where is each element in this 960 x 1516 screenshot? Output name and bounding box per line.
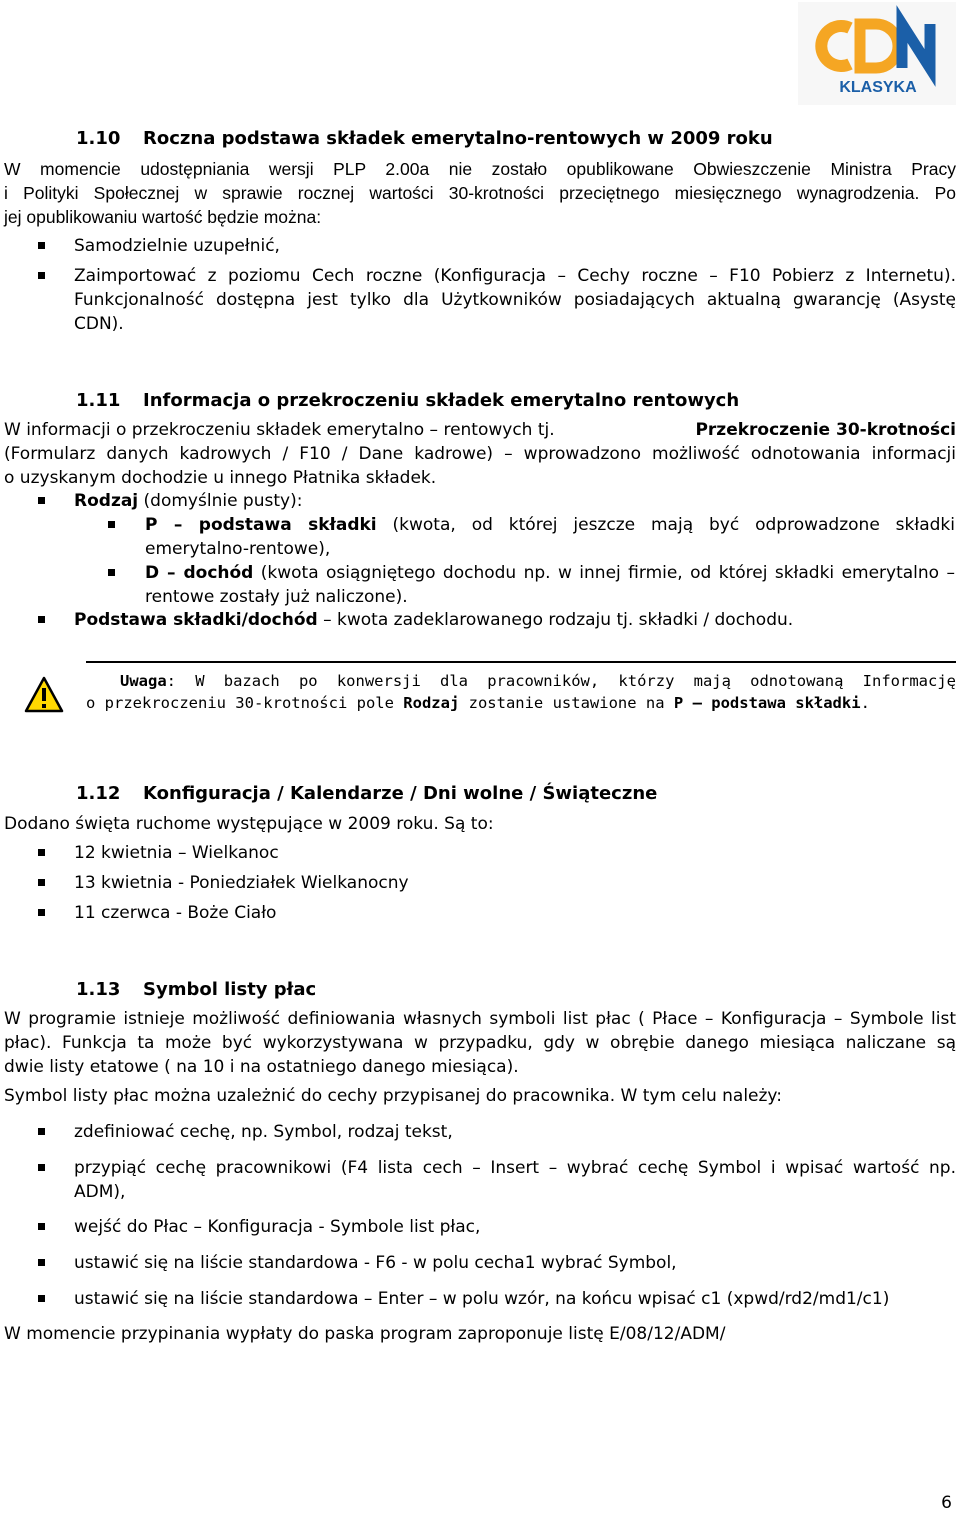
text: o przekroczeniu 30-krotności pole <box>86 694 404 712</box>
section-title: Roczna podstawa składek emerytalno-rentowych w 2009 roku <box>143 128 773 149</box>
section-heading-1-11 <box>76 390 739 411</box>
text: (kwota osiągniętego dochodu np. w innej firmie, od której składki emerytalno – <box>253 563 955 583</box>
text: . <box>860 694 870 712</box>
section-number: 1.11 <box>76 390 121 411</box>
list-item: 12 kwietnia – Wielkanoc <box>74 843 279 863</box>
list-item: rentowe zostały już naliczone). <box>145 587 408 607</box>
section-heading-1-10 <box>76 128 773 149</box>
svg-text:KLASYKA: KLASYKA <box>839 79 917 96</box>
paragraph-line: W momencie przypinania wypłaty do paska program zaproponuje listę E/08/12/ADM/ <box>4 1324 726 1344</box>
bullet-icon <box>38 1223 45 1230</box>
bullet-icon <box>38 879 45 886</box>
list-item: Funkcjonalność dostępna jest tylko dla Użytkowników posiadających aktualną gwarancję (Asystę <box>74 290 956 310</box>
bullet-icon <box>38 242 45 249</box>
bullet-icon <box>38 849 45 856</box>
text: – kwota zadeklarowanego rodzaju tj. składki / dochodu. <box>317 610 794 630</box>
text: (kwota, od której jeszcze mają być odprowadzone składki <box>376 515 955 535</box>
paragraph-line: Dodano święta ruchome występujące w 2009 roku. Są to: <box>4 814 494 834</box>
bold-text: P – podstawa składki <box>145 515 377 535</box>
list-item <box>74 609 793 633</box>
section-number: 1.13 <box>76 979 121 1000</box>
list-item: CDN). <box>74 314 124 334</box>
bold-text: Przekroczenie 30-krotności <box>695 420 956 440</box>
bold-text: P – podstawa składki <box>673 694 861 712</box>
bold-text: D – dochód <box>145 563 254 583</box>
list-item <box>145 514 955 538</box>
paragraph-line: (Formularz danych kadrowych / F10 / Dane kadrowe) – wprowadzono możliwość odnotowania informacji <box>4 444 956 464</box>
bullet-icon <box>38 1164 45 1171</box>
bullet-icon <box>38 1259 45 1266</box>
bullet-icon <box>108 569 115 576</box>
list-item: Samodzielnie uzupełnić, <box>74 236 280 256</box>
note-line <box>86 692 870 716</box>
paragraph-line: i Polityki Społecznej w sprawie rocznej wartości 30-krotności przeciętnego miesięcznego wynagrodzenia. Po <box>4 183 956 203</box>
list-item <box>145 562 955 586</box>
list-item: przypiąć cechę pracownikowi (F4 lista cech – Insert – wybrać cechę Symbol i wpisać wartość np. <box>74 1158 956 1178</box>
list-item: Zaimportować z poziomu Cech roczne (Konfiguracja – Cechy roczne – F10 Pobierz z Internetu). <box>74 266 956 286</box>
list-item: ustawić się na liście standardowa – Enter – w polu wzór, na końcu wpisać c1 (xpwd/rd2/md1/c1) <box>74 1289 890 1309</box>
warning-icon <box>24 676 64 719</box>
bold-text: Rodzaj <box>403 694 460 712</box>
bold-text: Uwaga <box>120 672 167 690</box>
section-title: Konfiguracja / Kalendarze / Dni wolne / Świąteczne <box>143 783 658 804</box>
bullet-icon <box>38 1295 45 1302</box>
paragraph-line: W momencie udostępniania wersji PLP 2.00a nie zostało opublikowane Obwieszczenie Ministra Pracy <box>4 159 956 179</box>
bullet-icon <box>38 909 45 916</box>
text: W informacji o przekroczeniu składek emerytalno – rentowych tj. <box>4 420 555 440</box>
list-item: emerytalno-rentowe), <box>145 539 331 559</box>
text: : W bazach po konwersji dla pracowników, którzy mają odnotowaną Informację <box>166 672 956 690</box>
section-title: Symbol listy płac <box>143 979 317 1000</box>
paragraph-line: jej opublikowaniu wartość będzie można: <box>4 207 322 227</box>
section-title: Informacja o przekroczeniu składek emerytalno rentowych <box>143 390 740 411</box>
paragraph-line: Symbol listy płac można uzależnić do cechy przypisanej do pracownika. W tym celu należy: <box>4 1086 782 1106</box>
section-heading-1-12 <box>76 783 657 804</box>
list-item: ADM), <box>74 1182 126 1202</box>
list-item: 13 kwietnia - Poniedziałek Wielkanocny <box>74 873 409 893</box>
list-item: ustawić się na liście standardowa - F6 - w polu cecha1 wybrać Symbol, <box>74 1253 677 1273</box>
section-heading-1-13 <box>76 979 316 1000</box>
list-item: 11 czerwca - Boże Ciało <box>74 903 277 923</box>
bold-text: Podstawa składki/dochód <box>74 610 318 630</box>
list-item: wejść do Płac – Konfiguracja - Symbole list płac, <box>74 1217 481 1237</box>
list-item <box>74 490 302 514</box>
text: zostanie ustawione na <box>459 694 674 712</box>
paragraph-line: o uzyskanym dochodzie u innego Płatnika składek. <box>4 468 437 488</box>
paragraph-line: W programie istnieje możliwość definiowania własnych symboli list płac ( Płace – Konfiguracja – Symbole list <box>4 1009 956 1029</box>
text: (domyślnie pusty): <box>138 491 303 511</box>
paragraph-line: płac). Funkcja ta może być wykorzystywana w przypadku, gdy w obrębie danego miesiąca naliczane są <box>4 1033 956 1053</box>
section-number: 1.10 <box>76 128 121 149</box>
bullet-icon <box>38 497 45 504</box>
note-line <box>120 670 956 694</box>
bold-text: Rodzaj <box>74 491 139 511</box>
list-item: zdefiniować cechę, np. Symbol, rodzaj tekst, <box>74 1122 453 1142</box>
paragraph-line <box>4 419 956 443</box>
bullet-icon <box>38 616 45 623</box>
note-divider <box>86 661 956 663</box>
bullet-icon <box>38 272 45 279</box>
bullet-icon <box>108 521 115 528</box>
page-number: 6 <box>941 1493 952 1513</box>
cdn-klasyka-logo <box>798 2 956 105</box>
paragraph-line: dwie listy etatowe ( na 10 i na ostatniego danego miesiąca). <box>4 1057 519 1077</box>
section-number: 1.12 <box>76 783 121 804</box>
bullet-icon <box>38 1128 45 1135</box>
